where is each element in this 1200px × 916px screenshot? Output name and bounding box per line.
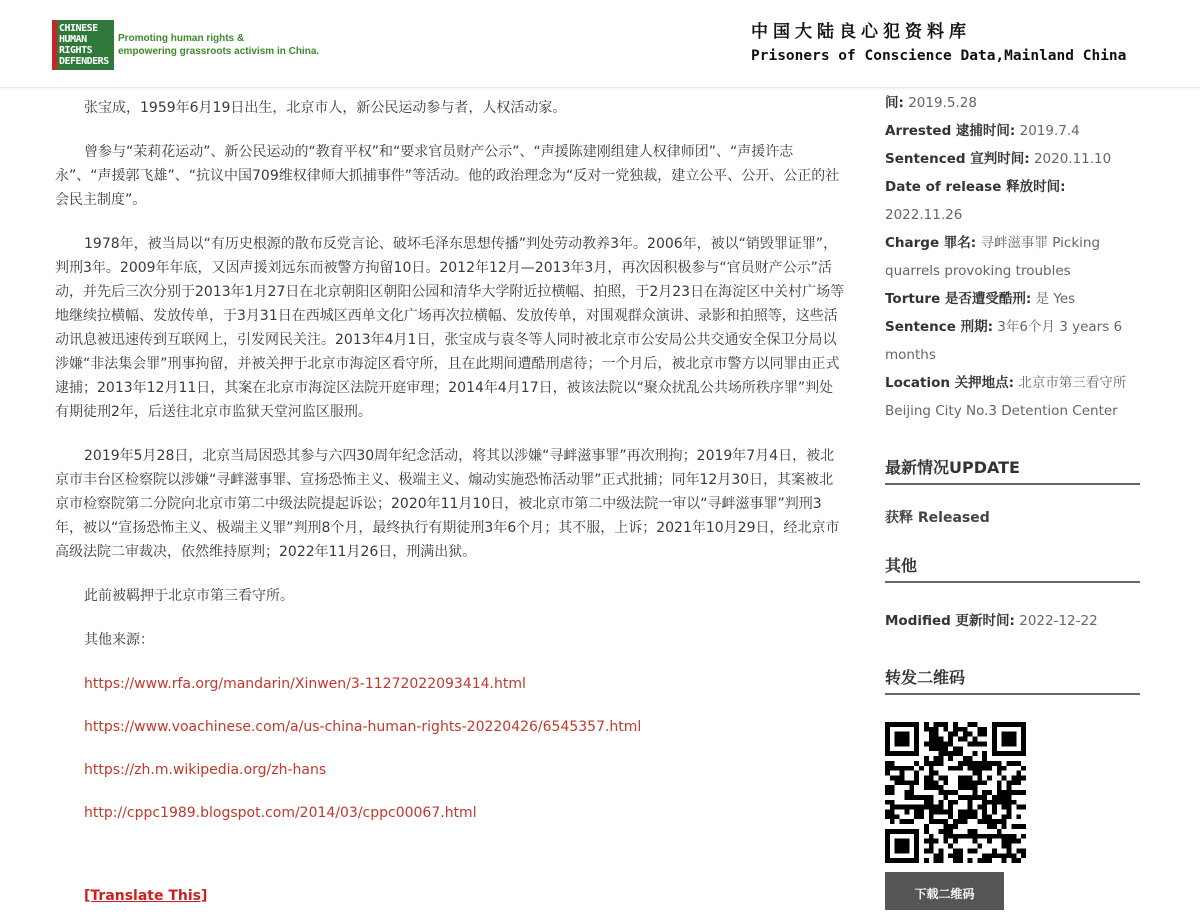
source-link-item [55, 801, 845, 825]
prisoner-details [885, 89, 1140, 425]
modified-label: Modified 更新时间: [885, 613, 1015, 629]
detail-row [885, 285, 1140, 313]
detail-label: Location 关押地点: [885, 375, 1015, 391]
logo-mark [52, 20, 114, 70]
source-link-item [55, 715, 845, 739]
translate-link[interactable]: [Translate This] [84, 888, 208, 904]
site-logo[interactable] [52, 20, 322, 70]
detail-label: Date of release 释放时间: [885, 179, 1066, 195]
detail-row [885, 229, 1140, 285]
detail-label: Sentenced 宣判时间: [885, 151, 1030, 167]
qr-heading: 转发二维码 [885, 665, 1140, 695]
source-link[interactable]: http://cppc1989.blogspot.com/2014/03/cppc00067.html [84, 805, 477, 821]
source-link-item [55, 758, 845, 782]
detail-row [885, 145, 1140, 173]
detail-label: Arrested 逮捕时间: [885, 123, 1016, 139]
logo-tagline-line: Promoting human rights & [118, 33, 245, 44]
detail-value: 2022.11.26 [885, 207, 963, 223]
article-paragraph: 1978年，被当局以“有历史根源的散布反党言论、破坏毛泽东思想传播”判处劳动教养3年。2006年，被以“销毁罪证罪”，判刑3年。2009年年底，又因声援刘远东而被警方拘留10日。2012年12月—2013年3月，再次因积极参与“官员财产公示”活动，并先后三次分别于2013年1月27日在北京朝阳区朝阳公园和清华大学附近拉横幅、拍照，于2月23日在海淀区中关村广场等地继续拉横幅、发放传单，于3月31日在西城区西单文化广场再次拉横幅、发放传单，对围观群众演讲、录影和拍照等，这些活动讯息被迅速传到互联网上，引发网民关注。2013年4月1日，张宝成与袁冬等人同时被北京市公安局公共交通安全保卫分局以涉嫌“非法集会罪”刑事拘留，并被关押于北京市海淀区看守所，且在此期间遭酷刑虐待；一个月后，被北京市警方以同罪由正式逮捕；2013年12月11日，其案在北京市海淀区法院开庭审理；2014年4月17日，被该法院以“聚众扰乱公共场所秩序罪”判处有期徒刑2年，后送往北京市监狱天堂河监区服刑。 [55, 236, 845, 420]
detail-row [885, 89, 1140, 117]
detail-value: 2019.7.4 [1019, 123, 1080, 139]
site-header [0, 0, 1200, 88]
detail-value: 寻衅滋事罪 Picking quarrels provoking troubles [885, 235, 1101, 279]
logo-word: CHINESE [59, 23, 98, 34]
modified-row [885, 609, 1140, 629]
detail-row [885, 369, 1140, 425]
update-status: 获释 Released [885, 510, 990, 526]
article-body [55, 96, 845, 844]
site-title-en: Prisoners of Conscience Data,Mainland China [751, 48, 1127, 64]
detail-label: Sentence 刑期: [885, 319, 993, 335]
detail-label: Torture 是否遭受酷刑: [885, 291, 1032, 307]
detail-row [885, 313, 1140, 369]
source-link[interactable]: https://www.voachinese.com/a/us-china-human-rights-20220426/6545357.html [84, 719, 642, 735]
article-paragraph: 张宝成，1959年6月19日出生，北京市人，新公民运动参与者，人权活动家。 [84, 100, 567, 116]
article-paragraph: 曾参与“茉莉花运动”、新公民运动的“教育平权”和“要求官员财产公示”、“声援陈建刚组建人权律师团”、“声援许志永”、“声援郭飞雄”、“抗议中国709维权律师大抓捕事件”等活动。他的政治理念为“反对一党独裁，建立公平、公开、公正的社会民主制度”。 [55, 144, 840, 208]
update-heading: 最新情况UPDATE [885, 455, 1140, 485]
detail-row [885, 117, 1140, 145]
logo-word: RIGHTS [59, 45, 93, 56]
logo-word: HUMAN [59, 34, 87, 45]
source-link[interactable]: https://www.rfa.org/mandarin/Xinwen/3-11272022093414.html [84, 676, 526, 692]
detail-value: 是 Yes [1035, 291, 1076, 307]
detail-label: Charge 罪名: [885, 235, 977, 251]
source-link[interactable]: https://zh.m.wikipedia.org/zh-hans [84, 762, 327, 778]
article-paragraph: 2019年5月28日，北京当局因恐其参与六四30周年纪念活动，将其以涉嫌“寻衅滋事罪”再次刑拘；2019年7月4日，被北京市丰台区检察院以涉嫌“寻衅滋事罪、宣扬恐怖主义、极端主义、煽动实施恐怖活动罪”正式批捕；同年12月30日，其案被北京市检察院第二分院向北京市第二中级法院提起诉讼；2020年11月10日，被北京市第二中级法院一审以“寻衅滋事罪”判刑3年，被以“宣扬恐怖主义、极端主义罪”判刑8个月，最终执行有期徒刑3年6个月；其不服，上诉；2021年10月29日，经北京市高级法院二审裁决，依然维持原判；2022年11月26日，刑满出狱。 [55, 448, 840, 560]
logo-word: DEFENDERS [59, 56, 109, 67]
logo-tagline [118, 32, 319, 58]
logo-tagline-line: empowering grassroots activism in China. [118, 46, 320, 57]
detail-row [885, 173, 1140, 229]
download-qr-button[interactable]: 下载二维码 [885, 872, 1004, 910]
detail-value: 2019.5.28 [908, 95, 977, 111]
sources-label: 其他来源： [84, 632, 154, 648]
site-title [751, 20, 1126, 68]
detail-value: 北京市第三看守所 Beijing City No.3 Detention Center [885, 375, 1127, 419]
source-link-item [55, 672, 845, 696]
qr-code [885, 722, 1026, 863]
site-title-cn: 中国大陆良心犯资料库 [751, 22, 971, 42]
other-heading: 其他 [885, 553, 1140, 583]
detail-label: 间: [885, 95, 904, 111]
modified-value: 2022-12-22 [1019, 613, 1098, 629]
detail-value: 2020.11.10 [1033, 151, 1112, 167]
sidebar [885, 88, 1140, 695]
article-paragraph: 此前被羁押于北京市第三看守所。 [84, 588, 294, 604]
detail-value: 3年6个月 3 years 6 months [885, 319, 1123, 363]
